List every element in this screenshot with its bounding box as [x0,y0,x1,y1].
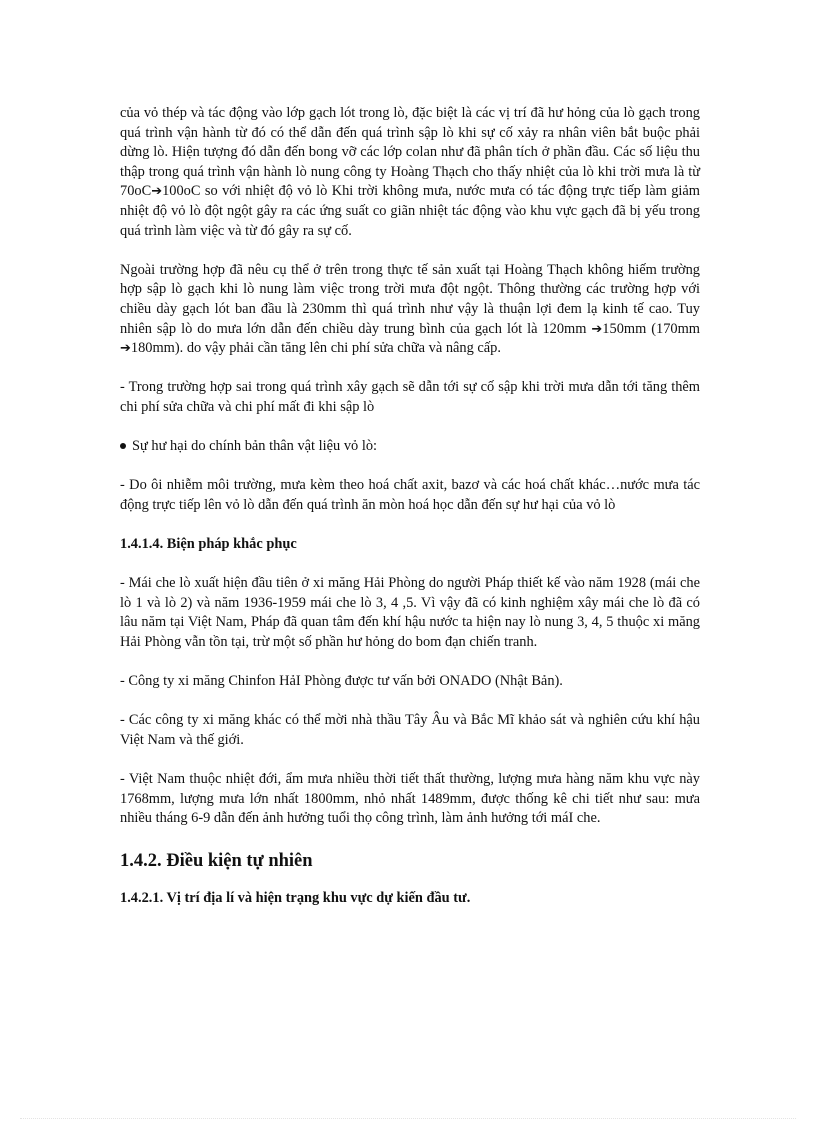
paragraph-text: 180mm). do vậy phải cần tăng lên chi phí sửa chữa và nâng cấp. [130,340,501,357]
paragraph-chinfon: - Công ty xi măng Chinfon HảI Phòng được tư vấn bởi ONADO (Nhật Bản). [120,673,563,690]
paragraph-climate: - Việt Nam thuộc nhiệt đới, ẩm mưa nhiều thời tiết thất thường, lượng mưa hàng năm khu vực này 1768mm, lượng mưa lớn nhất 1800mm, nhỏ nhất 1489mm, được thống kê chi tiết như sau: mưa nhiều tháng 6-9 dẫn đến ảnh hưởng tuổi thọ công trình, làm ảnh hưởng tới máI che. [120,771,700,827]
paragraph-text: Ngoài trường hợp đã nêu cụ thể ở trên trong thực tế sản xuất tại Hoàng Thạch không hiếm trường hợp sập lò gạch khi lò nung làm việc trong trời mưa đột ngột. Thông thường các trường hợp với chiều dày gạch lót ban đầu là 230mm thì quá trình như vậy là thuận lợi đem lạ kinh tế cao. Tuy nhiên sập lò do mưa lớn dẫn đến chiều dày trung bình của gạch lót là 120mm [120,261,700,337]
paragraph-pollution: - Do ôi nhiễm môi trường, mưa kèm theo hoá chất axit, bazơ và các hoá chất khác…nước mưa tác động trực tiếp lên vỏ lò dẫn đến quá trình ăn mòn hoá học dẫn đến sự hư hại của vỏ lò [120,477,700,513]
paragraph-roof-history: - Mái che lò xuất hiện đầu tiên ở xi măng Hải Phòng do người Pháp thiết kế vào năm 1928 (mái che lò 1 và lò 2) và năm 1936-1959 mái che lò 3, 4 ,5. Vì vậy đã có kinh nghiệm xây mái che lò đã có lâu năm tại Việt Nam, Pháp đã quan tâm đến khí hậu nước ta hiện nay lò nung 3, 4, 5 thuộc xi măng Hải Phòng vẫn tồn tại, trừ một số phần hư hỏng do bom đạn chiến tranh. [120,575,700,651]
paragraph-rain-effect [120,104,700,241]
arrow-right-icon: ➔ [151,184,163,200]
paragraph-construction-fault: - Trong trường hợp sai trong quá trình xây gạch sẽ dẫn tới sự cố sập khi trời mưa dẫn tới tăng thêm chi phí sửa chữa và chi phí mất đi khi sập lò [120,379,700,415]
paragraph-other-companies: - Các công ty xi măng khác có thể mời nhà thầu Tây Âu và Bắc Mĩ khảo sát và nghiên cứu khí hậu Việt Nam và thế giới. [120,712,700,748]
arrow-right-icon: ➔ [120,341,131,357]
heading-1-4-1-4: 1.4.1.4. Biện pháp khắc phục [120,536,297,553]
heading-1-4-2-1: 1.4.2.1. Vị trí địa lí và hiện trạng khu vực dự kiến đầu tư. [120,889,471,906]
arrow-right-icon: ➔ [591,321,603,337]
bullet-icon [120,443,126,449]
document-page [120,104,700,928]
paragraph-text: của vỏ thép và tác động vào lớp gạch lót trong lò, đặc biệt là các vị trí đã hư hỏng của lò gạch trong quá trình vận hành từ đó có thể dẫn đến quá trình sập lò khi sự cố xảy ra nhân viên bắt buộc phải dừng lò. Hiện tượng đó dẫn đến bong vỡ các lớp colan như đã phân tích ở phần đầu. Các số liệu thu thập trong quá trình vận hành lò nung công ty Hoàng Thạch cho thấy nhiệt của lò khi trời mưa là từ 70oC [120,105,700,200]
paragraph-hoang-thach [120,261,700,359]
bullet-text: Sự hư hại do chính bản thân vật liệu vỏ lò: [132,438,378,455]
page-bottom-divider [20,1118,796,1119]
bullet-item-material-damage [120,437,700,457]
heading-1-4-2: 1.4.2. Điều kiện tự nhiên [120,850,313,871]
paragraph-text: 150mm (170mm [602,320,700,337]
paragraph-text: 100oC so với nhiệt độ vỏ lò Khi trời không mưa, nước mưa có tác động trực tiếp làm giảm nhiệt độ vỏ lò đột ngột gây ra các ứng suất co giãn nhiệt tác động vào khu vực gạch đã bị yếu trong quá trình làm việc và từ đó gây ra sự cố. [120,183,700,239]
